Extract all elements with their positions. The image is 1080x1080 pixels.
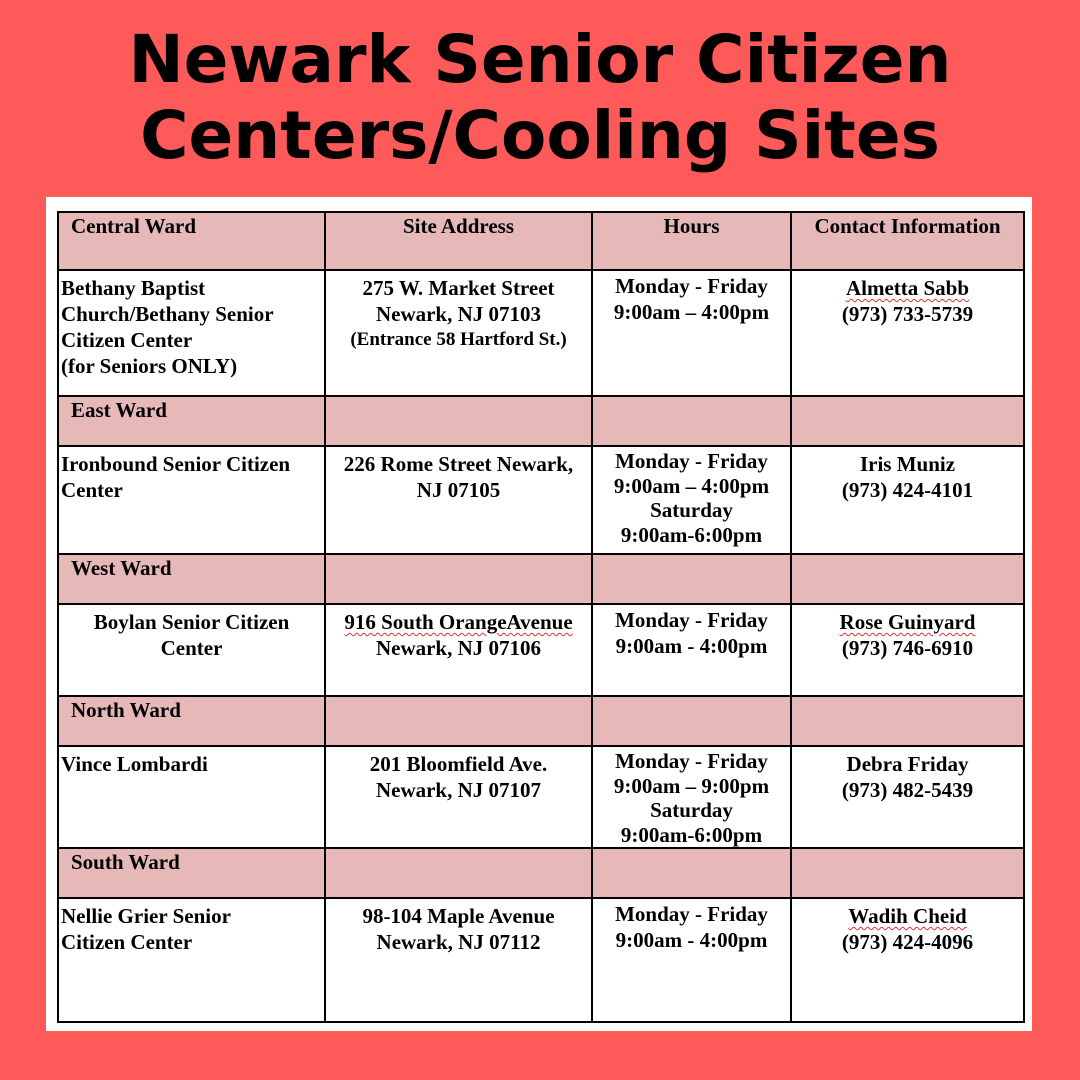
table-row bbox=[58, 898, 1024, 1022]
title-line-2: Centers/Cooling Sites bbox=[140, 97, 940, 174]
site-name: Ironbound Senior Citizen Center bbox=[58, 446, 325, 554]
site-address: 226 Rome Street Newark, NJ 07105 bbox=[325, 446, 592, 554]
contact-name: Wadih Cheid bbox=[848, 904, 967, 928]
site-address: 98-104 Maple Avenue Newark, NJ 07112 bbox=[325, 898, 592, 1022]
site-hours: Monday - Friday 9:00am – 4:00pm Saturday 9:00am-6:00pm bbox=[592, 446, 791, 554]
site-name: Vince Lombardi bbox=[58, 746, 325, 848]
column-header-contact: Contact Information bbox=[791, 212, 1024, 270]
cooling-sites-table bbox=[57, 211, 1025, 1023]
contact-name: Rose Guinyard bbox=[839, 610, 976, 634]
site-name: Bethany Baptist Church/Bethany Senior Citizen Center (for Seniors ONLY) bbox=[58, 270, 325, 396]
site-contact bbox=[791, 898, 1024, 1022]
table-row bbox=[58, 746, 1024, 848]
site-hours: Monday - Friday 9:00am - 4:00pm bbox=[592, 604, 791, 696]
contact-name: Debra Friday bbox=[846, 752, 969, 776]
ward-label-central: Central Ward bbox=[58, 212, 325, 270]
site-contact bbox=[791, 270, 1024, 396]
table-header-row bbox=[58, 212, 1024, 270]
site-contact bbox=[791, 746, 1024, 848]
table-row bbox=[58, 604, 1024, 696]
ward-label-north: North Ward bbox=[58, 696, 325, 746]
site-hours: Monday - Friday 9:00am - 4:00pm bbox=[592, 898, 791, 1022]
site-name: Boylan Senior Citizen Center bbox=[58, 604, 325, 696]
site-address: 916 South OrangeAvenue Newark, NJ 07106 bbox=[325, 604, 592, 696]
ward-label-south: South Ward bbox=[58, 848, 325, 898]
column-header-site-address: Site Address bbox=[325, 212, 592, 270]
contact-phone: (973) 424-4096 bbox=[841, 930, 974, 954]
address-note: (Entrance 58 Hartford St.) bbox=[350, 329, 567, 350]
ward-row-west bbox=[58, 554, 1024, 604]
contact-name: Almetta Sabb bbox=[845, 276, 970, 300]
contact-name: Iris Muniz bbox=[859, 452, 956, 476]
title-line-1: Newark Senior Citizen bbox=[128, 21, 952, 98]
column-header-hours: Hours bbox=[592, 212, 791, 270]
site-contact bbox=[791, 604, 1024, 696]
site-hours: Monday - Friday 9:00am – 9:00pm Saturday 9:00am-6:00pm bbox=[592, 746, 791, 848]
table-row bbox=[58, 270, 1024, 396]
site-contact bbox=[791, 446, 1024, 554]
ward-row-east bbox=[58, 396, 1024, 446]
contact-phone: (973) 424-4101 bbox=[841, 478, 974, 502]
site-name: Nellie Grier Senior Citizen Center bbox=[58, 898, 325, 1022]
ward-label-west: West Ward bbox=[58, 554, 325, 604]
table-sheet bbox=[46, 197, 1032, 1031]
site-address: 275 W. Market Street Newark, NJ 07103 (Entrance 58 Hartford St.) bbox=[325, 270, 592, 396]
contact-phone: (973) 482-5439 bbox=[841, 778, 974, 802]
table-row bbox=[58, 446, 1024, 554]
site-hours: Monday - Friday 9:00am – 4:00pm bbox=[592, 270, 791, 396]
ward-row-south bbox=[58, 848, 1024, 898]
ward-row-north bbox=[58, 696, 1024, 746]
site-address: 201 Bloomfield Ave. Newark, NJ 07107 bbox=[325, 746, 592, 848]
contact-phone: (973) 746-6910 bbox=[841, 636, 974, 660]
page-title bbox=[0, 22, 1080, 174]
contact-phone: (973) 733-5739 bbox=[841, 302, 974, 326]
ward-label-east: East Ward bbox=[58, 396, 325, 446]
